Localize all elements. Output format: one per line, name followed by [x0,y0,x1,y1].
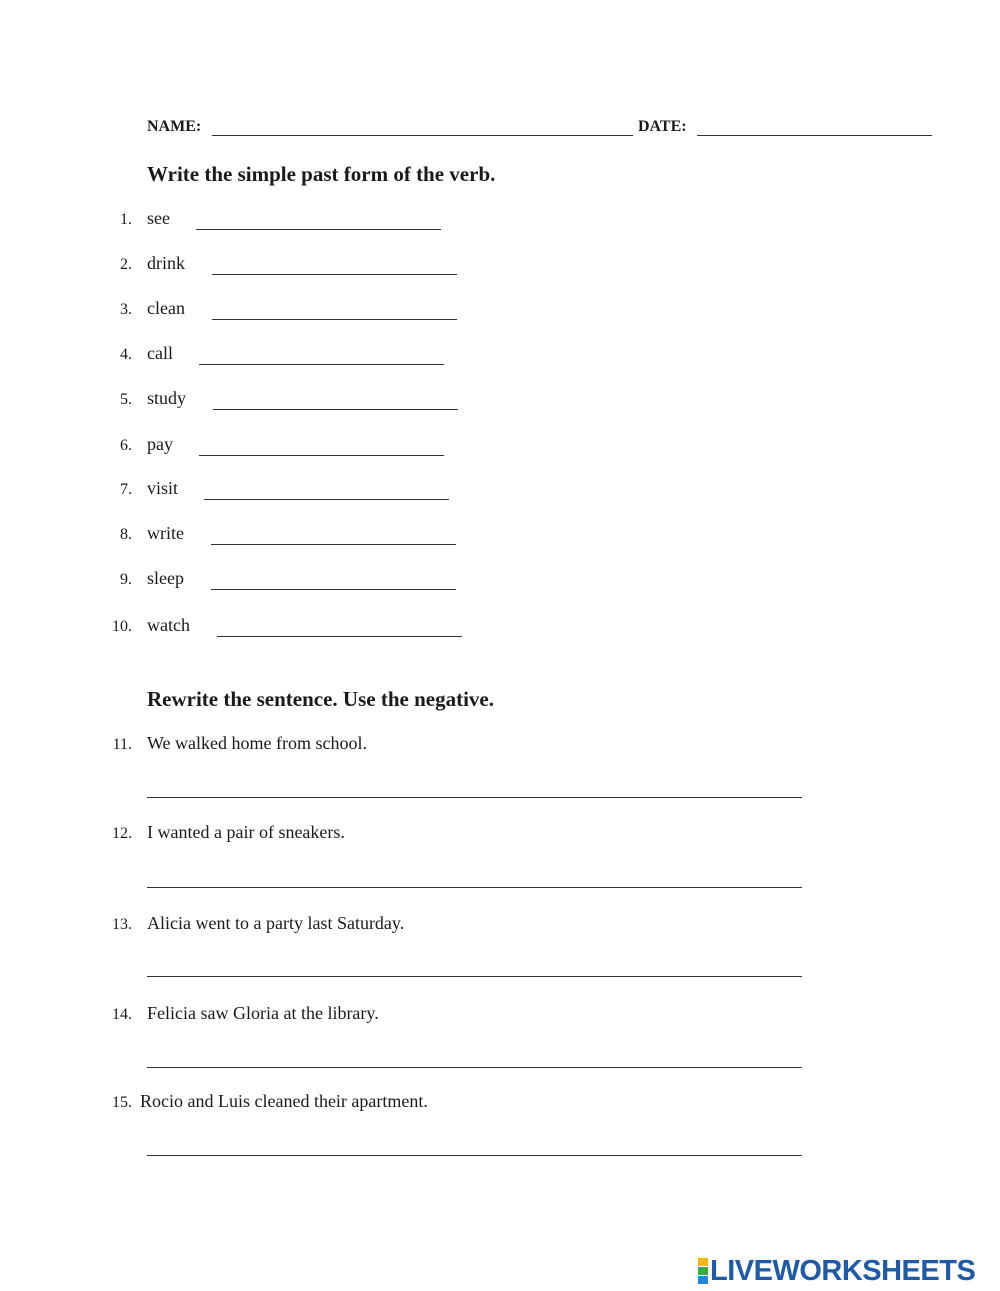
verb-text: drink [147,253,185,273]
item-number: 2. [120,256,132,273]
logo-text: LIVEWORKSHEETS [710,1254,976,1287]
answer-field[interactable] [199,455,444,456]
section2-title: Rewrite the sentence. Use the negative. [147,687,494,711]
item-number: 10. [112,618,132,635]
answer-field[interactable] [204,499,449,500]
answer-field[interactable] [147,1155,802,1156]
verb-text: pay [147,434,173,454]
date-field[interactable] [697,135,932,136]
answer-field[interactable] [196,229,441,230]
answer-field[interactable] [147,1067,802,1068]
answer-field[interactable] [217,636,462,637]
item-number: 6. [120,437,132,454]
verb-text: study [147,388,187,408]
answer-field[interactable] [147,976,802,977]
verb-text: write [147,523,184,543]
answer-field[interactable] [212,319,457,320]
answer-field[interactable] [213,409,458,410]
answer-field[interactable] [147,887,802,888]
name-field[interactable] [212,135,633,136]
logo-block-yellow [698,1258,708,1266]
item-number: 4. [120,346,132,363]
item-number: 8. [120,526,132,543]
sentence-text: We walked home from school. [147,733,367,753]
answer-field[interactable] [199,364,444,365]
verb-text: see [147,208,170,228]
item-number: 5. [120,391,132,408]
sentence-text: Alicia went to a party last Saturday. [147,913,405,933]
verb-text: watch [147,615,190,635]
section1-title: Write the simple past form of the verb. [147,162,496,186]
item-number: 12. [112,825,132,842]
item-number: 7. [120,481,132,498]
verb-text: visit [147,478,179,498]
item-number: 3. [120,301,132,318]
sentence-text: Rocio and Luis cleaned their apartment. [140,1091,428,1111]
verb-text: sleep [147,568,184,588]
logo-blocks-icon [698,1258,708,1284]
sentence-text: Felicia saw Gloria at the library. [147,1003,379,1023]
item-number: 11. [112,736,132,753]
answer-field[interactable] [211,544,456,545]
name-label: NAME: [147,118,202,135]
answer-field[interactable] [147,797,802,798]
item-number: 1. [120,211,132,228]
verb-text: clean [147,298,185,318]
logo-block-blue [698,1276,708,1284]
item-number: 14. [112,1006,132,1023]
logo-block-green [698,1267,708,1275]
date-label: DATE: [638,118,687,135]
liveworksheets-logo [698,1256,975,1286]
sentence-text: I wanted a pair of sneakers. [147,822,345,842]
item-number: 15. [112,1094,132,1111]
answer-field[interactable] [211,589,456,590]
verb-text: call [147,343,173,363]
answer-field[interactable] [212,274,457,275]
item-number: 13. [112,916,132,933]
item-number: 9. [120,571,132,588]
